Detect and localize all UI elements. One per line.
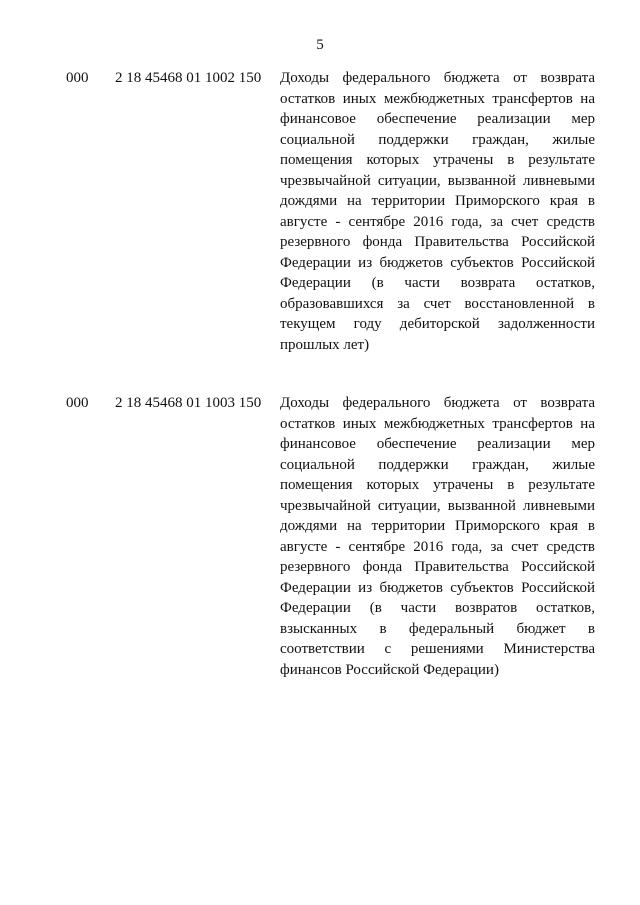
description-line: образовавшихся за счет восстановленной в: [280, 295, 595, 312]
description-line: чрезвычайной ситуации, вызванной ливневыми: [280, 497, 595, 514]
description-line: соответствии с решениями Министерства: [280, 641, 595, 657]
description-line: августе - сентябре 2016 года, за счет средств: [280, 213, 595, 230]
admin-code: 000: [66, 395, 89, 411]
description-line: социальной поддержки граждан, жилые: [280, 131, 595, 148]
description-line: Федерации (в части возврата остатков,: [280, 275, 595, 291]
description-line: текущем году дебиторской задолженности: [280, 316, 595, 332]
page-number: 5: [316, 37, 324, 53]
description-line: Федерации (в части возвратов остатков,: [280, 600, 595, 616]
description-line: чрезвычайной ситуации, вызванной ливневыми: [280, 172, 595, 189]
description-line: помещения которых утрачены в результате: [280, 152, 595, 168]
description-line: дождями на территории Приморского края в: [280, 193, 595, 209]
admin-code: 000: [66, 70, 89, 86]
description-line: Доходы федерального бюджета от возврата: [280, 70, 595, 86]
description-line: помещения которых утрачены в результате: [280, 477, 595, 493]
description-line: финансов Российской Федерации): [280, 661, 499, 678]
entry-description: [280, 68, 595, 355]
description-line: Доходы федерального бюджета от возврата: [280, 395, 595, 411]
classification-code: 2 18 45468 01 1002 150: [115, 70, 262, 86]
description-line: финансовое обеспечение реализации мер: [280, 111, 595, 127]
description-line: августе - сентябре 2016 года, за счет средств: [280, 538, 595, 555]
classification-code: 2 18 45468 01 1003 150: [115, 395, 262, 411]
description-line: резервного фонда Правительства Российской: [280, 559, 595, 575]
description-line: прошлых лет): [280, 336, 370, 353]
description-line: взысканных в федеральный бюджет в: [280, 620, 595, 637]
entry-description: [280, 393, 595, 680]
description-line: финансовое обеспечение реализации мер: [280, 436, 595, 452]
description-line: остатков иных межбюджетных трансфертов на: [280, 90, 595, 107]
description-line: Федерации из бюджетов субъектов Российской: [280, 579, 595, 596]
description-line: резервного фонда Правительства Российской: [280, 234, 595, 250]
description-line: дождями на территории Приморского края в: [280, 518, 595, 534]
description-line: социальной поддержки граждан, жилые: [280, 456, 595, 473]
description-line: Федерации из бюджетов субъектов Российской: [280, 254, 595, 271]
description-line: остатков иных межбюджетных трансфертов на: [280, 415, 595, 432]
